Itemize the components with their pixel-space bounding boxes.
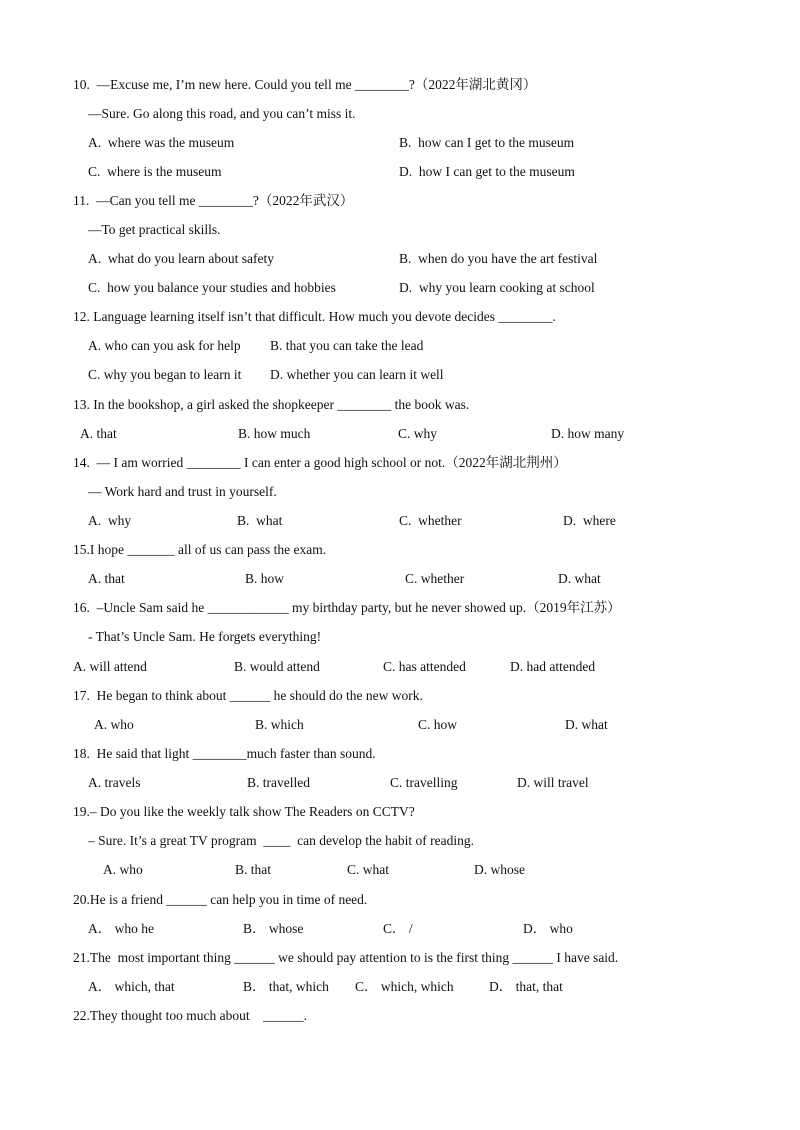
question-20-option-d: D． who <box>523 921 573 936</box>
question-13-option-d: D. how many <box>551 426 625 441</box>
question-10-stem: 10. —Excuse me, I’m new here. Could you tell me ________?（2022年湖北黄冈） <box>73 77 537 92</box>
question-17-option-c: C. how <box>418 717 458 732</box>
question-20-option-b: B． whose <box>243 921 304 936</box>
question-16-reply: - That’s Uncle Sam. He forgets everything! <box>88 629 322 644</box>
question-14-reply: — Work hard and trust in yourself. <box>88 484 277 499</box>
question-13-option-b: B. how much <box>238 426 311 441</box>
question-12-option-d: D. whether you can learn it well <box>270 367 444 382</box>
question-21-stem: 21.The most important thing ______ we should pay attention to is the first thing ______ I have said. <box>73 950 619 965</box>
question-21-option-d: D． that, that <box>489 979 563 994</box>
question-13-stem: 13. In the bookshop, a girl asked the shopkeeper ________ the book was. <box>73 397 470 412</box>
question-17-option-a: A. who <box>94 717 134 732</box>
question-10-option-d: D. how I can get to the museum <box>399 164 575 179</box>
question-16-option-b: B. would attend <box>234 659 320 674</box>
question-15-option-b: B. how <box>245 571 285 586</box>
question-14-option-a: A. why <box>88 513 132 528</box>
question-12-option-b: B. that you can take the lead <box>270 338 424 353</box>
question-17-option-d: D. what <box>565 717 608 732</box>
question-20-option-a: A． who he <box>88 921 154 936</box>
question-16-option-c: C. has attended <box>383 659 466 674</box>
question-13-option-a: A. that <box>80 426 117 441</box>
question-11-option-a: A. what do you learn about safety <box>88 251 274 266</box>
question-12-stem: 12. Language learning itself isn’t that difficult. How much you devote decides ________. <box>73 309 556 324</box>
question-19-option-b: B. that <box>235 862 271 877</box>
question-21-option-c: C． which, which <box>355 979 454 994</box>
question-11-option-b: B. when do you have the art festival <box>399 251 598 266</box>
question-19-option-c: C. what <box>347 862 389 877</box>
question-19-stem: 19.– Do you like the weekly talk show The Readers on CCTV? <box>73 804 415 819</box>
question-15-option-a: A. that <box>88 571 125 586</box>
question-15-stem: 15.I hope _______ all of us can pass the exam. <box>73 542 327 557</box>
question-22-stem: 22.They thought too much about ______. <box>73 1008 307 1023</box>
question-18-option-a: A. travels <box>88 775 141 790</box>
question-11-stem: 11. —Can you tell me ________?（2022年武汉） <box>73 193 354 208</box>
question-21-option-a: A． which, that <box>88 979 175 994</box>
question-10-option-b: B. how can I get to the museum <box>399 135 575 150</box>
question-19-option-a: A. who <box>103 862 143 877</box>
question-11-option-c: C. how you balance your studies and hobbies <box>88 280 336 295</box>
question-16-stem: 16. –Uncle Sam said he ____________ my birthday party, but he never showed up.（2019年江苏） <box>73 600 621 615</box>
question-13-option-c: C. why <box>398 426 438 441</box>
question-20-option-c: C． / <box>383 921 413 936</box>
question-19-reply: – Sure. It’s a great TV program ____ can develop the habit of reading. <box>88 833 475 848</box>
question-21-option-b: B． that, which <box>243 979 329 994</box>
question-14-option-d: D. where <box>563 513 616 528</box>
question-12-option-c: C. why you began to learn it <box>88 367 242 382</box>
question-16-option-d: D. had attended <box>510 659 596 674</box>
question-11-option-d: D. why you learn cooking at school <box>399 280 595 295</box>
question-15-option-d: D. what <box>558 571 601 586</box>
question-10-option-a: A. where was the museum <box>88 135 235 150</box>
question-10-option-c: C. where is the museum <box>88 164 222 179</box>
question-17-stem: 17. He began to think about ______ he should do the new work. <box>73 688 423 703</box>
question-14-stem: 14. — I am worried ________ I can enter a good high school or not.（2022年湖北荆州） <box>73 455 567 470</box>
question-15-option-c: C. whether <box>405 571 465 586</box>
question-18-stem: 18. He said that light ________much faster than sound. <box>73 746 376 761</box>
question-17-option-b: B. which <box>255 717 304 732</box>
question-11-reply: —To get practical skills. <box>88 222 221 237</box>
question-20-stem: 20.He is a friend ______ can help you in time of need. <box>73 892 368 907</box>
question-12-option-a: A. who can you ask for help <box>88 338 241 353</box>
question-16-option-a: A. will attend <box>73 659 147 674</box>
question-18-option-b: B. travelled <box>247 775 310 790</box>
question-14-option-c: C. whether <box>399 513 462 528</box>
question-18-option-d: D. will travel <box>517 775 589 790</box>
question-19-option-d: D. whose <box>474 862 525 877</box>
question-10-reply: —Sure. Go along this road, and you can’t miss it. <box>88 106 356 121</box>
question-14-option-b: B. what <box>237 513 283 528</box>
question-18-option-c: C. travelling <box>390 775 458 790</box>
